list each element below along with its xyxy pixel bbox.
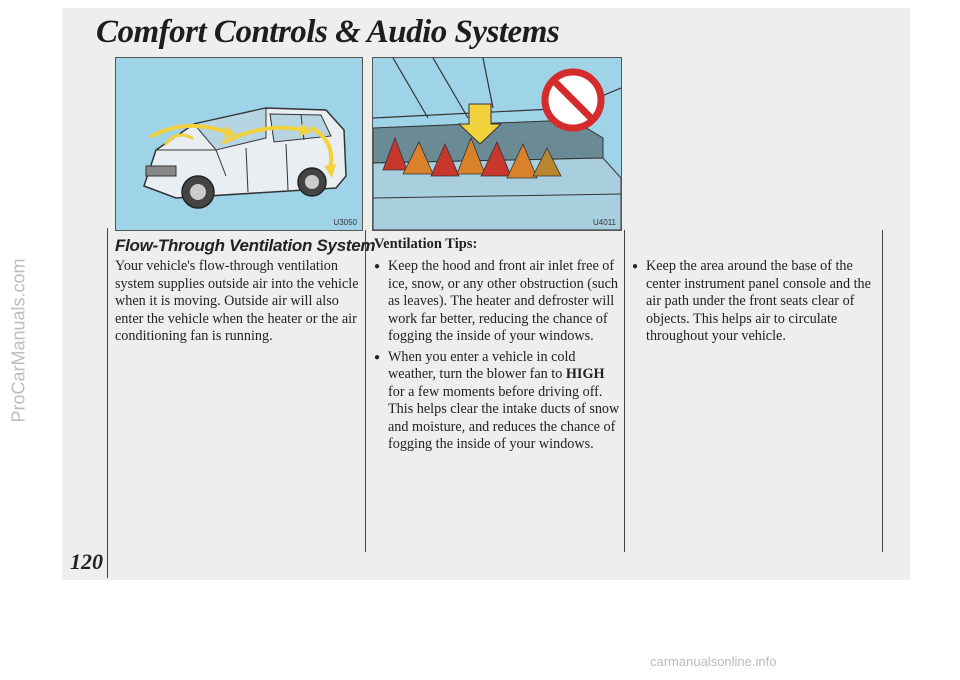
- column-divider: [624, 230, 625, 552]
- page-title: Comfort Controls & Audio Systems: [96, 14, 560, 50]
- section-body: Your vehicle's flow-through ventilation system supplies outside air into the vehicle when it is moving. Outside air will also enter the vehicle when the heater or the air conditioning fan is running.: [115, 258, 359, 344]
- tips-list-continued: [632, 258, 877, 349]
- column-divider: [882, 230, 883, 552]
- watermark[interactable]: ProCarManuals.com: [8, 258, 29, 423]
- van-illustration: [116, 58, 362, 230]
- hood-inlet-figure: [372, 57, 622, 231]
- tips-list: [374, 258, 622, 457]
- section-heading: Flow-Through Ventilation System: [115, 236, 376, 255]
- hood-illustration: [373, 58, 621, 230]
- tips-heading: Ventilation Tips:: [374, 236, 478, 252]
- page-number: 120: [70, 549, 103, 574]
- prohibited-icon: [545, 72, 601, 128]
- figure-code: U4011: [593, 218, 616, 227]
- column-divider: [107, 228, 108, 578]
- tip-item: ● Keep the hood and front air inlet free of ice, snow, or any other obstruction (such as leaves). The heater and defroster will work far better, reducing the chance of fogging the inside of your windows.: [374, 258, 622, 346]
- figure-code: U3050: [333, 218, 357, 227]
- van-ventilation-figure: [115, 57, 363, 231]
- column-divider: [365, 230, 366, 552]
- tip-item: ● When you enter a vehicle in cold weather, turn the blower fan to HIGH for a few moments before driving off. This helps clear the intake ducts of snow and moisture, and reduces the chance of fogging the inside of your windows.: [374, 349, 622, 454]
- tip-item: ● Keep the area around the base of the center instrument panel console and the air path under the front seats clear of objects. This helps air to circulate throughout your vehicle.: [632, 258, 877, 346]
- footer-logo[interactable]: carmanualsonline.info: [650, 654, 777, 669]
